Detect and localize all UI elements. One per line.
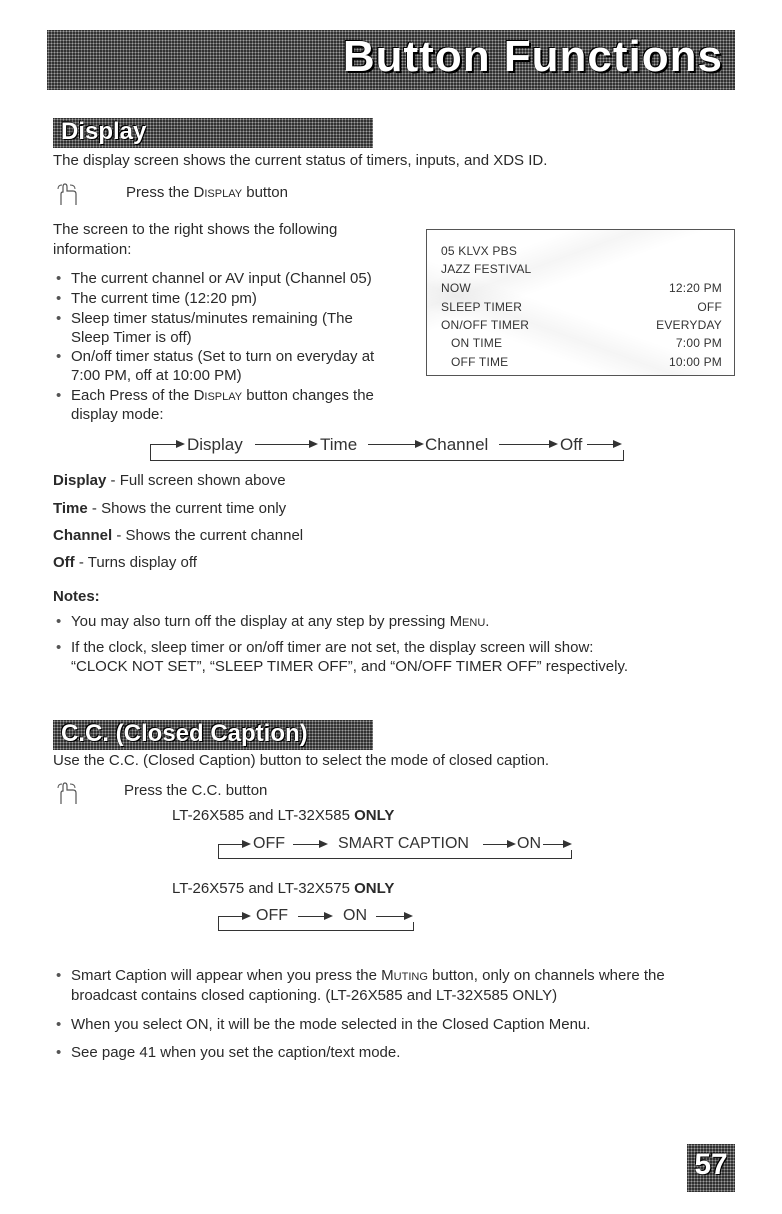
page-number: 57 xyxy=(694,1148,728,1181)
display-lead-line-2: information: xyxy=(53,241,132,258)
cc-bullet-1-line-1: Smart Caption will appear when you press the Muting button, only on channels where the xyxy=(71,967,665,984)
display-lead-line-1: The screen to the right shows the following xyxy=(53,221,338,238)
cc-mode-cycle-585 xyxy=(218,835,578,863)
note-1: You may also turn off the display at any step by pressing Menu. xyxy=(71,613,490,630)
display-bullet-5-line-2: display mode: xyxy=(71,406,164,423)
flow-channel: Channel xyxy=(425,435,489,454)
mode-display: Display - Full screen shown above xyxy=(53,472,286,489)
cc-flow2-off: OFF xyxy=(256,907,288,924)
screen-row-now: NOW 12:20 PM xyxy=(441,281,722,295)
bullet-dot: • xyxy=(56,1044,62,1061)
display-bullet-4-line-2: 7:00 PM, off at 10:00 PM) xyxy=(71,367,242,384)
note-2-line-1: If the clock, sleep timer or on/off timer are not set, the display screen will show: xyxy=(71,639,594,656)
screen-row-off-time: OFF TIME 10:00 PM xyxy=(451,355,722,369)
display-press-instruction: Press the Display button xyxy=(126,184,288,201)
cc-bullet-1-line-2: broadcast contains closed captioning. (LT-26X585 and LT-32X585 ONLY) xyxy=(71,987,558,1004)
bullet-dot: • xyxy=(56,967,62,984)
screen-row-onoff-timer: ON/OFF TIMER EVERYDAY xyxy=(441,318,722,332)
cc-section-title: C.C. (Closed Caption) xyxy=(61,720,308,747)
bullet-dot: • xyxy=(56,290,62,307)
display-screen-example xyxy=(426,229,735,376)
display-bullet-4-line-1: On/off timer status (Set to turn on everyday at xyxy=(71,348,375,365)
cc-flow1-on: ON xyxy=(517,835,541,852)
display-bullet-5-line-1: Each Press of the Display button changes the xyxy=(71,387,374,404)
hand-press-icon xyxy=(56,781,78,805)
flow-time: Time xyxy=(320,435,358,454)
display-button-name: Display xyxy=(193,184,243,201)
screen-row-on-time: ON TIME 7:00 PM xyxy=(451,336,722,350)
cc-press-instruction: Press the C.C. button xyxy=(124,782,268,799)
hand-press-icon xyxy=(56,182,78,206)
cc-intro: Use the C.C. (Closed Caption) button to select the mode of closed caption. xyxy=(53,752,550,769)
cc-mode-cycle-575 xyxy=(218,907,418,935)
cc-flow1-off: OFF xyxy=(253,835,285,852)
screen-row-sleep-timer: SLEEP TIMER OFF xyxy=(441,300,722,314)
note-2-line-2: “CLOCK NOT SET”, “SLEEP TIMER OFF”, and “ON/OFF TIMER OFF” respectively. xyxy=(71,658,629,675)
notes-title: Notes: xyxy=(53,588,100,605)
display-mode-cycle xyxy=(150,435,630,465)
screen-row-channel: 05 KLVX PBS xyxy=(441,244,518,258)
display-bullet-2: The current time (12:20 pm) xyxy=(71,290,257,307)
bullet-dot: • xyxy=(56,270,62,287)
cc-bullet-3: See page 41 when you set the caption/text mode. xyxy=(71,1044,401,1061)
bullet-dot: • xyxy=(56,639,62,656)
screen-row-program: JAZZ FESTIVAL xyxy=(441,262,532,276)
display-section-header xyxy=(53,118,373,148)
bullet-dot: • xyxy=(56,1016,62,1033)
bullet-dot: • xyxy=(56,310,62,327)
display-intro: The display screen shows the current status of timers, inputs, and XDS ID. xyxy=(53,152,548,169)
cc-flow2-on: ON xyxy=(343,907,367,924)
display-section-title: Display xyxy=(61,118,147,145)
page-number-badge xyxy=(687,1144,735,1192)
flow-off: Off xyxy=(560,435,583,454)
display-bullet-3-line-1: Sleep timer status/minutes remaining (The xyxy=(71,310,353,327)
display-bullet-1: The current channel or AV input (Channel 05) xyxy=(71,270,372,287)
mode-channel: Channel - Shows the current channel xyxy=(53,527,304,544)
cc-bullet-2: When you select ON, it will be the mode selected in the Closed Caption Menu. xyxy=(71,1016,591,1033)
bullet-dot: • xyxy=(56,348,62,365)
cc-flow1-smart-caption: SMART CAPTION xyxy=(338,835,469,852)
display-bullet-3-line-2: Sleep Timer is off) xyxy=(71,329,192,346)
page-title: Button Functions xyxy=(342,32,723,81)
mode-off: Off - Turns display off xyxy=(53,554,197,571)
mode-time: Time - Shows the current time only xyxy=(53,500,287,517)
header-banner xyxy=(47,30,735,90)
bullet-dot: • xyxy=(56,387,62,404)
cc-model-line-2: LT-26X575 and LT-32X575 ONLY xyxy=(172,880,395,897)
flow-display: Display xyxy=(187,435,243,454)
cc-section-header xyxy=(53,720,373,750)
cc-model-line-1: LT-26X585 and LT-32X585 ONLY xyxy=(172,807,395,824)
bullet-dot: • xyxy=(56,613,62,630)
